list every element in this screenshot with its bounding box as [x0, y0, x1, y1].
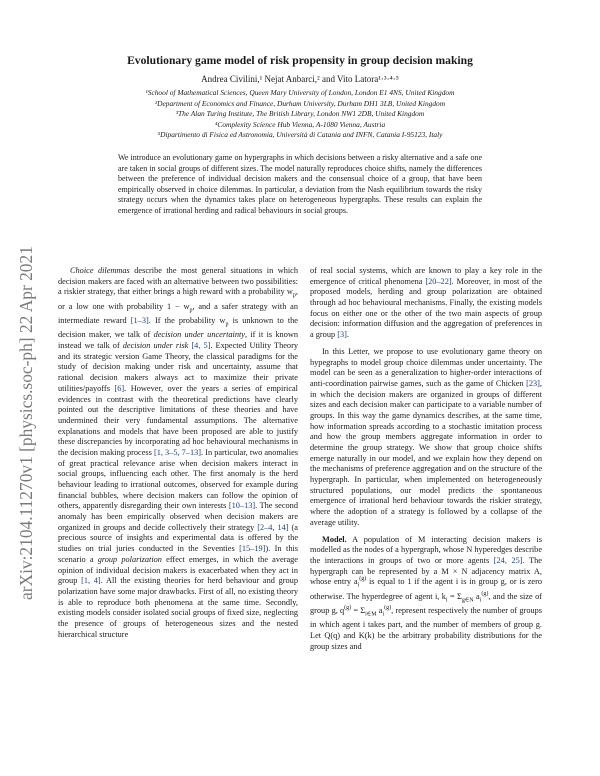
- arxiv-watermark: [2, 200, 42, 600]
- paper-title: Evolutionary game model of risk propensity in group decision making: [127, 54, 473, 67]
- abstract: We introduce an evolutionary game on hypergraphs in which decisions between a risky alternative and a safe one are taken in social groups of different sizes. The model naturally reproduces choice shifts, namely the differences between the preference of individual decision makers and the consensual choice of a group, that have been empirically observed in choice dilemmas. In particular, a deviation from the Nash equilibrium towards the risky strategy occurs when the dynamics takes place on heterogeneous hypergraphs. These results can explain the emergence of irrational herding and radical behaviours in social groups.: [118, 153, 482, 215]
- right-column: [310, 266, 542, 652]
- citation[interactable]: [10–13]: [228, 501, 256, 511]
- affiliation-2: ²Department of Economics and Finance, Durham University, Durham DH1 3LB, United Kingdom: [154, 98, 446, 108]
- citation[interactable]: [24, 25]: [493, 555, 523, 565]
- citation[interactable]: [23]: [526, 378, 540, 388]
- citation[interactable]: [20–22]: [425, 276, 452, 286]
- paragraph-continued: of real social systems, which are known to play a key role in the emergence of critical phenomena [20–22]. Moreover, in most of the proposed models, herding and group polarization are obtained through ad hoc behavioural mechanisms. Finally, the existing models focus on either one or the other of the two main aspects of group decision: information diffusion and the aggregation of preferences in a group [3].: [310, 266, 542, 340]
- left-column: [58, 266, 298, 640]
- section-heading-model: Model.: [322, 534, 347, 544]
- affiliation-4: ⁴Complexity Science Hub Vienna, A-1080 Vienna, Austria: [214, 119, 386, 129]
- citation[interactable]: [15–19]: [239, 544, 266, 554]
- citation[interactable]: [1–3]: [130, 316, 149, 326]
- affiliation-3: ³The Alan Turing Institute, The British Library, London NW1 2DB, United Kingdom: [175, 109, 425, 119]
- affiliation-1: ¹School of Mathematical Sciences, Queen Mary University of London, London E1 4NS, United Kingdom: [145, 88, 455, 97]
- citation[interactable]: [6]: [114, 383, 125, 393]
- citation[interactable]: [1, 3–5, 7–13]: [153, 447, 202, 457]
- citation[interactable]: [4, 5]: [191, 341, 211, 351]
- intro-paragraph: Choice dilemmas describe the most general situations in which decision makers are faced with an alternative between two possibilities: a riskier strategy, that either brings a high reward with a probability $w_p$, or a low one with probability $1 - w_p$, and a safer strategy with an intermediate reward [1–3]. If the probability $w_p$ is unknown to the decision maker, we talk of decision under uncertainty, if it is known instead we talk of decision under risk [4, 5]. Expected Utility Theory and its strategic version Game Theory, the classical paradigms for the study of decision making under risk and uncertainty, assume that rational decision makers always act to maximize their private utilities/payoffs [6]. However, over the years a series of empirical evidences in contrast with the theoretical predictions have clearly pointed out the descriptive limitations of these theories and have undermined their very fundamental assumptions. The alternative explanations and models that have been proposed are able to justify these discrepancies by incorporating ad hoc behavioural mechanisms in the decision making process [1, 3–5, 7–13]. In particular, two anomalies of great practical relevance arise when decision makers interact in social groups, influencing each other. The first anomaly is the herd behaviour leading to irrational outcomes, observed for example during financial bubbles, where decision makers can follow the opinion of others, apparently disregarding their own interests [10–13]. The second anomaly has been empirically observed when decision makers are organized in groups and decide collectively their strategy [2–4, 14] (a precious source of insights and experimental data is offered by the studies on trial juries conducted in the Seventies [15–19]). In this scenario a group polarization effect emerges, in which the average opinion of individual decision makers is exacerbated when they act in group [1, 4]. All the existing theories for herd behaviour and group polarization have some major drawbacks. First of all, no existing theory is able to reproduce both phenomena at the same time. Secondly, existing models consider isolated social groups of fixed size, neglecting the presence of groups of heterogeneous sizes and the nested hierarchical structure: [58, 266, 298, 639]
- citation[interactable]: [3]: [337, 330, 347, 340]
- citation[interactable]: [2–4, 14]: [257, 522, 289, 532]
- affiliations: [60, 88, 540, 141]
- arxiv-id: arXiv:2104.11270v1 [physics.soc-ph] 22 Apr 2021: [16, 246, 36, 600]
- paragraph-letter: In this Letter, we propose to use evolutionary game theory on hypegraphs to model group choice dilemmas under uncertainty. The model can be seen as a generalization to higher-order interactions of anti-coordination pairwise games, such as the game of Chicken [23], in which the decision makers are organized in groups of different sizes and each decision maker can participate to a variable number of groups. In this way the game dynamics describes, at the same time, how information spreads according to a stochastic imitation process and how the group members aggregate information in order to determine the group strategy. We show that group choice shifts emerge naturally in our model, and we explain how they depend on the mechanisms of preference aggregation and on the structure of the hypergraph. In particular, when implemented on heterogeneously structured populations, our model predicts the spontaneous emergence of irrational herd behaviour towards the riskier strategy, where the adoption of a strategy is followed by a collapse of the average utility.: [310, 346, 542, 527]
- paper-authors: Andrea Civilini,¹ Nejat Anbarci,² and Vito Latora¹·³·⁴·⁵: [201, 74, 399, 84]
- citation[interactable]: [1, 4]: [81, 576, 101, 586]
- paragraph-model: Model. A population of M interacting decision makers is modelled as the nodes of a hypergraph, whose N hyperedges describe the interactions in groups of two or more agents [24, 25]. The hypergraph can be represented by a M × N adjacency matrix A, whose entry $a_i^{(g)}$ is equal to 1 if the agent i is in group g, or is zero otherwise. The hyperdegree of agent i, $k_i = \Sigma_{g\in N}$ $a_i^{(g)}$, and the size of group g, $q^{(g)} = \Sigma_{i\in M}$ $a_i^{(g)}$, represent respectively the number of groups in which agent i takes part, and the number of members of group g. Let Q(q) and K(k) be the arbitrary probability distributions for the group sizes and: [310, 534, 542, 651]
- affiliation-5: ⁵Dipartimento di Fisica ed Astronomia, Università di Catania and INFN, Catania I-95123, Italy: [157, 130, 443, 140]
- term-choice-dilemmas: Choice dilemmas: [70, 266, 130, 275]
